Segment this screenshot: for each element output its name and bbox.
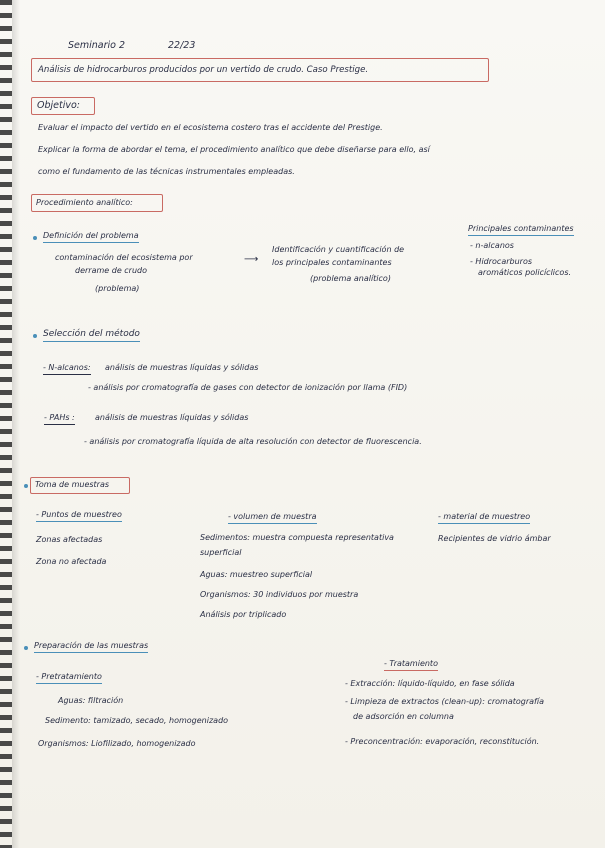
spiral-binding	[0, 0, 12, 848]
procedimiento-heading: Procedimiento analítico:	[36, 198, 133, 207]
objetivo-line-3: como el fundamento de las técnicas instrumentales empleadas.	[38, 167, 295, 176]
definicion-left-2: derrame de crudo	[75, 266, 148, 275]
pretratamiento-item-1: Aguas: filtración	[58, 696, 124, 705]
tratamiento-heading: - Tratamiento	[384, 659, 438, 671]
tratamiento-item-1: - Extracción: líquido-líquido, en fase sólida	[345, 679, 515, 688]
seminar-label: Seminario 2	[68, 40, 126, 51]
puntos-heading: - Puntos de muestreo	[36, 510, 122, 522]
contaminantes-item-1: - n-alcanos	[470, 241, 514, 250]
volumen-item-3: Aguas: muestreo superficial	[200, 570, 313, 579]
tratamiento-item-4: - Preconcentración: evaporación, reconstitución.	[345, 737, 540, 746]
contaminantes-item-3: aromáticos policíclicos.	[478, 268, 572, 277]
definicion-arrow-icon: ⟶	[244, 254, 259, 265]
material-heading: - material de muestreo	[438, 512, 530, 524]
volumen-heading: - volumen de muestra	[228, 512, 317, 524]
n-alcanos-sub: - análisis por cromatografía de gases con detector de ionización por llama (FID)	[88, 383, 408, 392]
bullet-preparacion	[24, 646, 28, 650]
contaminantes-heading: Principales contaminantes	[468, 224, 574, 236]
objetivo-line-2: Explicar la forma de abordar el tema, el procedimiento analítico que debe diseñarse para ello, así	[38, 145, 430, 154]
pretratamiento-heading: - Pretratamiento	[36, 672, 102, 684]
page-title: Análisis de hidrocarburos producidos por un vertido de crudo. Caso Prestige.	[38, 65, 369, 75]
pretratamiento-item-3: Organismos: Liofilizado, homogenizado	[38, 739, 196, 748]
definicion-heading: Definición del problema	[43, 231, 139, 243]
definicion-mid-2: los principales contaminantes	[272, 258, 392, 267]
contaminantes-item-2: - Hidrocarburos	[470, 257, 533, 266]
bullet-definicion	[33, 236, 37, 240]
definicion-left-3: (problema)	[95, 284, 140, 293]
objetivo-heading: Objetivo:	[37, 100, 80, 111]
tratamiento-item-2: - Limpieza de extractos (clean-up): cromatografía	[345, 697, 544, 706]
seminar-year: 22/23	[168, 40, 196, 51]
pahs-label: - PAHs :	[44, 413, 75, 425]
pretratamiento-item-2: Sedimento: tamizado, secado, homogenizado	[45, 716, 229, 725]
toma-heading: Toma de muestras	[35, 480, 110, 489]
tratamiento-item-3: de adsorción en columna	[353, 712, 454, 721]
puntos-item-1: Zonas afectadas	[36, 535, 103, 544]
volumen-item-5: Análisis por triplicado	[200, 610, 287, 619]
seleccion-heading: Selección del método	[43, 329, 140, 342]
n-alcanos-label: - N-alcanos:	[43, 363, 91, 375]
volumen-item-4: Organismos: 30 individuos por muestra	[200, 590, 359, 599]
volumen-item-2: superficial	[200, 548, 242, 557]
bullet-toma	[24, 484, 28, 488]
definicion-mid-1: Identificación y cuantificación de	[272, 245, 405, 254]
objetivo-line-1: Evaluar el impacto del vertido en el ecosistema costero tras el accidente del Prestige.	[38, 123, 383, 132]
puntos-item-2: Zona no afectada	[36, 557, 107, 566]
definicion-mid-3: (problema analítico)	[310, 274, 391, 283]
pahs-text: análisis de muestras líquidas y sólidas	[95, 413, 249, 422]
pahs-sub: - análisis por cromatografía líquida de alta resolución con detector de fluorescencia.	[84, 437, 422, 446]
preparacion-heading: Preparación de las muestras	[34, 641, 148, 653]
bullet-seleccion	[33, 334, 37, 338]
material-item-1: Recipientes de vidrio ámbar	[438, 534, 551, 543]
definicion-left-1: contaminación del ecosistema por	[55, 253, 193, 262]
volumen-item-1: Sedimentos: muestra compuesta representativa	[200, 533, 394, 542]
n-alcanos-text: análisis de muestras líquidas y sólidas	[105, 363, 259, 372]
binding-shadow	[12, 0, 20, 848]
